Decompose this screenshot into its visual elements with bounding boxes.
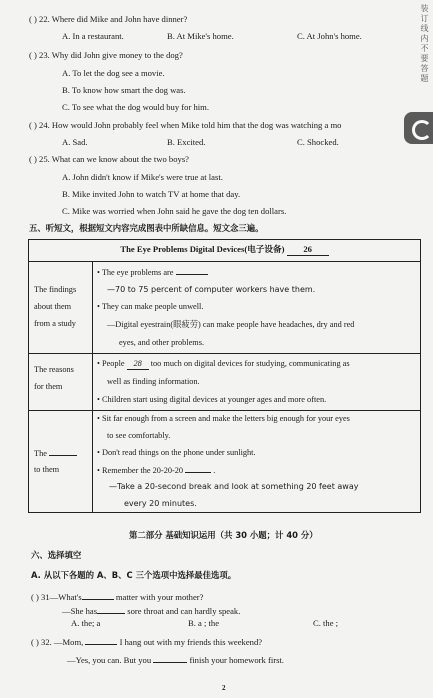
blank-32b [153, 655, 187, 663]
row-3-line-5: —Take a 20-second break and look at something 20 feet away [109, 482, 359, 491]
question-25-option-c: C. Mike was worried when John said he gave the dog ten dollars. [62, 206, 287, 216]
table-divider [29, 261, 420, 262]
table-column-divider [92, 261, 93, 512]
part-2-heading: 第二部分 基础知识运用（共 30 小题；计 40 分） [129, 530, 318, 540]
row-2-label-line-1: The reasons [34, 365, 74, 374]
blank-28: 28 [127, 359, 149, 370]
question-32-stem-tail: I hang out with my friends this weekend? [119, 637, 263, 647]
blank-31b [97, 606, 125, 614]
refresh-icon [412, 120, 432, 140]
question-23-option-a: A. To let the dog see a movie. [62, 68, 165, 78]
row-1-label-line-3: from a study [34, 319, 76, 328]
question-32-stem-text: ( ) 32. —Mom, [31, 637, 84, 647]
question-24-stem: ( ) 24. How would John probably feel when Mike told him that the dog was watching a mo [29, 120, 342, 130]
question-23-option-c: C. To see what the dog would buy for him. [62, 102, 209, 112]
question-22-stem: ( ) 22. Where did Mike and John have dinner? [29, 14, 188, 24]
row-2-line-1-text: • People [97, 359, 125, 368]
row-1-line-4: —Digital eyestrain(眼疲劳) can make people have headaches, dry and red [107, 320, 355, 329]
eye-problems-table [28, 239, 421, 513]
question-25-stem: ( ) 25. What can we know about the two boys? [29, 154, 189, 164]
row-2-label-line-2: for them [34, 382, 63, 391]
question-31-option-c: C. the ; [313, 618, 339, 628]
question-31-stem [31, 592, 203, 603]
question-31-option-a: A. the; a [71, 618, 101, 628]
question-32-line-2-tail: finish your homework first. [189, 655, 284, 665]
section-6-heading: 六、选择填空 [31, 550, 82, 560]
question-31-line-2 [62, 606, 240, 617]
row-3-line-3: • Don't read things on the phone under sunlight. [97, 448, 256, 457]
table-divider [29, 353, 420, 354]
blank-26: 26 [287, 245, 329, 256]
question-31-line-2-text: —She has [62, 606, 98, 616]
scroll-handle[interactable] [404, 112, 433, 144]
row-1-line-1-text: • The eye problems are [97, 268, 174, 277]
question-24-option-b: B. Excited. [167, 137, 206, 147]
blank-27 [176, 267, 208, 275]
question-23-stem: ( ) 23. Why did John give money to the dog? [29, 50, 183, 60]
row-3-label-line-1 [34, 448, 77, 459]
section-a-heading: A. 从以下各题的 A、B、C 三个选项中选择最佳选项。 [31, 570, 237, 580]
row-3-label-text: The [34, 449, 47, 458]
row-2-line-2: well as finding information. [107, 377, 200, 386]
table-title: The Eye Problems Digital Devices(电子设备) [120, 244, 285, 254]
blank-29 [49, 448, 77, 456]
row-1-line-2: —70 to 75 percent of computer workers have them. [107, 285, 316, 294]
question-25-option-b: B. Mike invited John to watch TV at home that day. [62, 189, 241, 199]
blank-31 [82, 592, 114, 600]
table-divider [29, 410, 420, 411]
row-1-label-line-1: The findings [34, 285, 77, 294]
question-31-stem-text: ( ) 31—What's [31, 592, 82, 602]
question-32-line-2 [67, 655, 284, 666]
section-5-heading: 五、听短文，根据短文内容完成图表中所缺信息。短文念三遍。 [29, 223, 264, 233]
row-1-line-5: eyes, and other problems. [119, 338, 205, 347]
row-1-line-1 [97, 267, 208, 278]
row-3-line-4-text: • Remember the 20-20-20 [97, 466, 184, 475]
row-1-label-line-2: about them [34, 302, 72, 311]
question-31-stem-tail: matter with your mother? [115, 592, 204, 602]
row-3-line-1: • Sit far enough from a screen and make the letters big enough for your eyes [97, 414, 350, 423]
row-3-line-6: every 20 minutes. [124, 499, 197, 508]
question-25-option-a: A. John didn't know if Mike's were true at last. [62, 172, 223, 182]
question-22-option-b: B. At Mike's home. [167, 31, 234, 41]
row-3-line-2: to see comfortably. [107, 431, 171, 440]
table-title-row [29, 245, 420, 256]
blank-30 [185, 465, 211, 473]
question-24-option-c: C. Shocked. [297, 137, 339, 147]
row-1-line-3: • They can make people unwell. [97, 302, 204, 311]
question-32-line-2-text: —Yes, you can. But you [67, 655, 152, 665]
row-3-line-4: • Remember the 20-20-20 . [97, 466, 216, 475]
question-32-stem [31, 637, 262, 648]
page-number: 2 [222, 684, 226, 692]
question-22-option-a: A. In a restaurant. [62, 31, 124, 41]
question-31-option-b: B. a ; the [188, 618, 220, 628]
row-2-line-1 [97, 359, 350, 370]
question-22-option-c: C. At John's home. [297, 31, 362, 41]
margin-stamp: 装订线内不要答题 [420, 4, 429, 84]
question-23-option-b: B. To know how smart the dog was. [62, 85, 186, 95]
question-31-line-2-tail: sore throat and can hardly speak. [127, 606, 241, 616]
row-3-label-line-2: to them [34, 465, 60, 474]
row-2-line-3: • Children start using digital devices at younger ages and more often. [97, 395, 327, 404]
row-2-line-1-tail: too much on digital devices for studying, communicating as [150, 359, 350, 368]
question-24-option-a: A. Sad. [62, 137, 88, 147]
blank-32 [85, 637, 117, 645]
